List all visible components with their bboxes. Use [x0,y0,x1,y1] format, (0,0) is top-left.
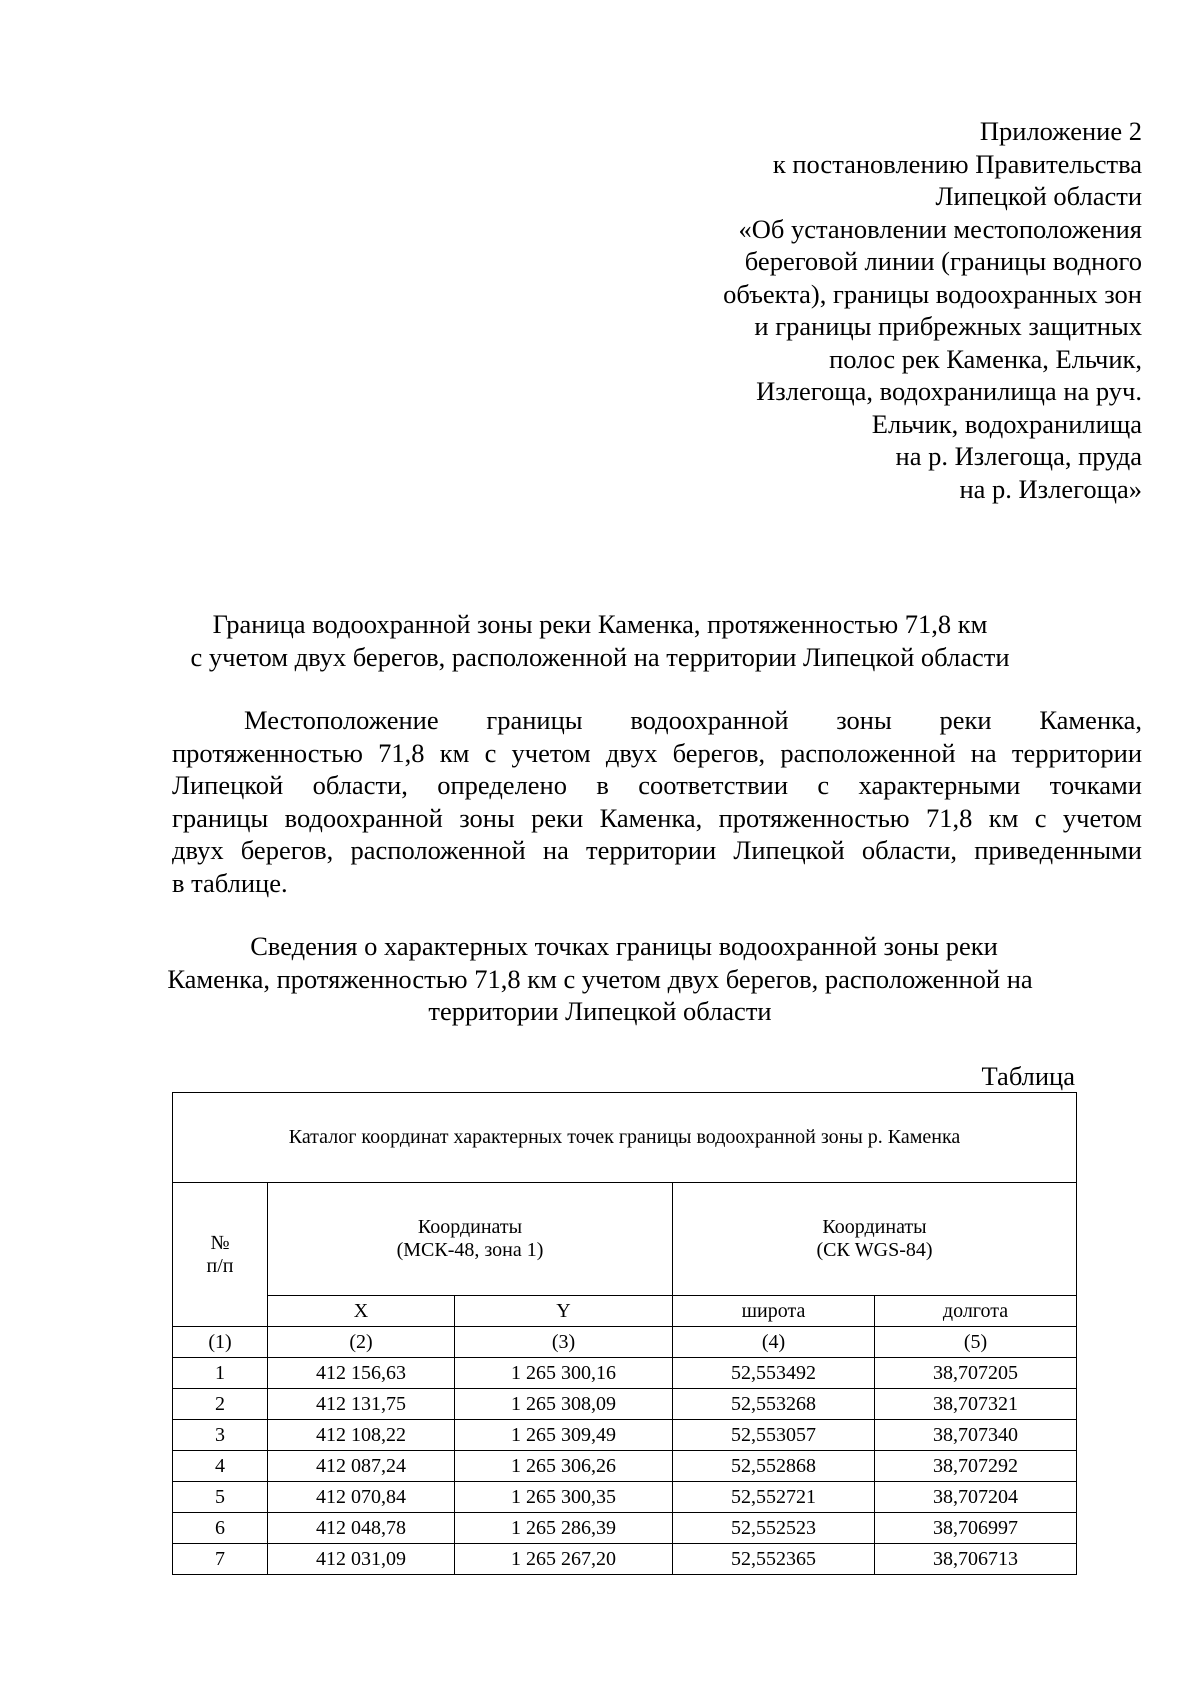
paragraph-line: протяженностью 71,8 км с учетом двух берегов, расположенной на территории [172,737,1142,768]
appendix-line: на р. Излегоща, пруда [895,441,1142,471]
column-number: (1) [173,1327,268,1358]
cell-x: 412 131,75 [268,1389,455,1420]
cell-y: 1 265 308,09 [455,1389,673,1420]
paragraph-line: в таблице. [172,867,288,898]
cell-x: 412 031,09 [268,1544,455,1575]
column-header-longitude: долгота [875,1296,1077,1327]
cell-y: 1 265 267,20 [455,1544,673,1575]
cell-index: 7 [173,1544,268,1575]
column-header-y: Y [455,1296,673,1327]
cell-longitude: 38,707340 [875,1420,1077,1451]
column-header-x: X [268,1296,455,1327]
cell-latitude: 52,552365 [673,1544,875,1575]
appendix-line: Излегоща, водохранилища на руч. [756,376,1142,406]
column-group-wgs84 [673,1183,1077,1296]
cell-longitude: 38,706713 [875,1544,1077,1575]
appendix-header [582,115,1142,505]
cell-x: 412 048,78 [268,1513,455,1544]
cell-y: 1 265 300,35 [455,1482,673,1513]
appendix-line: на р. Излегоща» [959,473,1142,504]
paragraph-line: границы водоохранной зоны реки Каменка, протяженностью 71,8 км с учетом [172,802,1142,833]
cell-y: 1 265 286,39 [455,1513,673,1544]
paragraph-line: Местоположение границы водоохранной зоны реки Каменка, [244,705,1142,735]
cell-longitude: 38,707292 [875,1451,1077,1482]
table-group-header-row [173,1183,1077,1296]
appendix-line: Липецкой области [935,181,1142,211]
appendix-line: «Об установлении местоположения [738,213,1142,244]
info-heading-line: Каменка, протяженностью 71,8 км с учетом двух берегов, расположенной на [167,963,1033,994]
column-header-index [173,1183,268,1327]
coordinates-table [172,1092,1077,1575]
column-number: (4) [673,1327,875,1358]
appendix-line: береговой линии (границы водного [744,246,1142,276]
table-axes-row [173,1296,1077,1327]
table-title: Каталог координат характерных точек границы водоохранной зоны р. Каменка [173,1093,1077,1183]
cell-longitude: 38,707204 [875,1482,1077,1513]
appendix-line: полос рек Каменка, Ельчик, [829,343,1142,374]
cell-index: 6 [173,1513,268,1544]
appendix-line: объекта), границы водоохранных зон [723,278,1142,309]
column-group-msk48-line2: (МСК-48, зона 1) [396,1239,544,1261]
cell-index: 4 [173,1451,268,1482]
info-heading [0,930,1200,1028]
table-row [173,1451,1077,1482]
cell-y: 1 265 300,16 [455,1358,673,1389]
cell-x: 412 108,22 [268,1420,455,1451]
table-row [173,1513,1077,1544]
paragraph-line: двух берегов, расположенной на территории Липецкой области, приведенными [172,835,1142,865]
table-title-row [173,1093,1077,1183]
table-column-numbers-row [173,1327,1077,1358]
cell-y: 1 265 306,26 [455,1451,673,1482]
cell-latitude: 52,553268 [673,1389,875,1420]
cell-x: 412 156,63 [268,1358,455,1389]
column-group-msk48-line1: Координаты [417,1216,523,1238]
cell-x: 412 070,84 [268,1482,455,1513]
cell-y: 1 265 309,49 [455,1420,673,1451]
cell-index: 3 [173,1420,268,1451]
column-group-wgs84-line2: (СК WGS-84) [816,1239,933,1261]
cell-latitude: 52,553057 [673,1420,875,1451]
table-row [173,1389,1077,1420]
table-row [173,1544,1077,1575]
cell-index: 1 [173,1358,268,1389]
table-row [173,1420,1077,1451]
zone-heading [0,608,1200,673]
column-header-latitude: широта [673,1296,875,1327]
table-row [173,1482,1077,1513]
column-number: (5) [875,1327,1077,1358]
info-heading-line: территории Липецкой области [428,996,772,1026]
cell-x: 412 087,24 [268,1451,455,1482]
column-number: (3) [455,1327,673,1358]
appendix-line: и границы прибрежных защитных [754,311,1142,341]
column-header-index-line2: п/п [206,1254,234,1277]
cell-latitude: 52,553492 [673,1358,875,1389]
cell-latitude: 52,552523 [673,1513,875,1544]
cell-latitude: 52,552868 [673,1451,875,1482]
table-row [173,1358,1077,1389]
paragraph-line: Липецкой области, определено в соответствии с характерными точками [172,770,1142,800]
column-number: (2) [268,1327,455,1358]
appendix-line: Ельчик, водохранилища [871,408,1142,439]
appendix-line: к постановлению Правительства [772,148,1142,179]
cell-longitude: 38,707205 [875,1358,1077,1389]
zone-heading-line: с учетом двух берегов, расположенной на территории Липецкой области [190,641,1010,672]
cell-longitude: 38,707321 [875,1389,1077,1420]
column-group-msk48 [268,1183,673,1296]
cell-longitude: 38,706997 [875,1513,1077,1544]
location-paragraph [172,704,1142,899]
appendix-line: Приложение 2 [979,116,1142,146]
column-header-index-line1: № [210,1231,230,1254]
column-group-wgs84-line1: Координаты [822,1216,927,1238]
zone-heading-line: Граница водоохранной зоны реки Каменка, протяженностью 71,8 км [212,609,988,639]
cell-index: 5 [173,1482,268,1513]
cell-latitude: 52,552721 [673,1482,875,1513]
cell-index: 2 [173,1389,268,1420]
info-heading-line: Сведения о характерных точках границы водоохранной зоны реки [250,931,998,961]
table-caption: Таблица [981,1061,1075,1091]
